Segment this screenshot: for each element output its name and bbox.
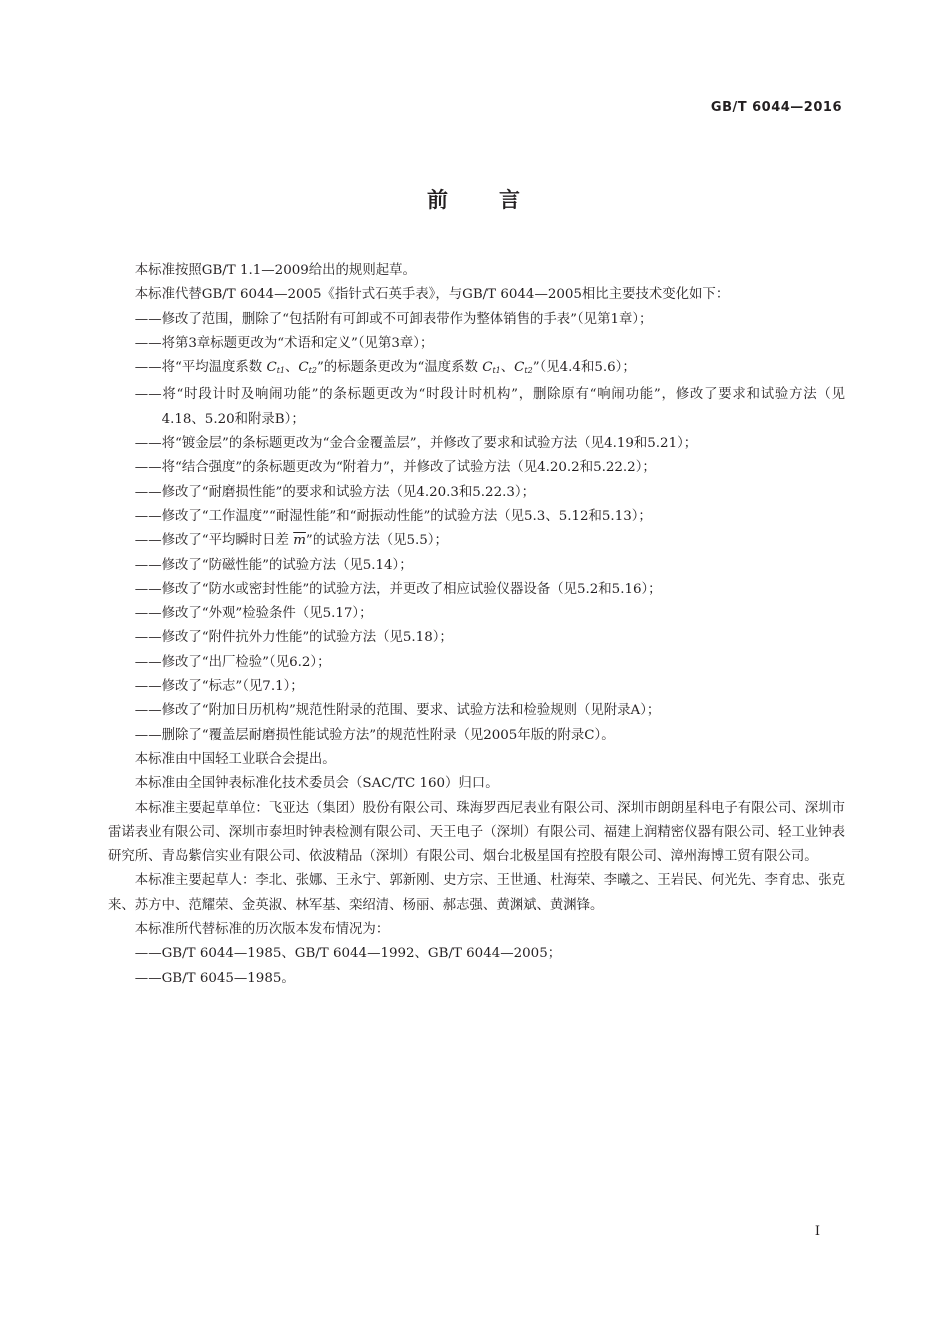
paragraph-administered-by: 本标准由全国钟表标准化技术委员会（SAC/TC 160）归口。 xyxy=(134,776,499,792)
change-item-deleted-annex: ——删除了“覆盖层耐磨损性能试验方法”的规范性附录（见2005年版的附录C）。 xyxy=(134,727,615,743)
foreword-body xyxy=(108,259,845,991)
paragraph-proposed-by: 本标准由中国轻工业联合会提出。 xyxy=(134,751,336,767)
change-item-timing-mechanism: ——将“时段计时及响闹功能”的条标题更改为“时段计时机构”，删除原有“响闹功能”，修改了要求和试验方法（见4.18、5.20和附录B）； xyxy=(134,387,845,427)
change-item-environment-tests: ——修改了“工作温度”“耐湿性能”和“耐振动性能”的试验方法（见5.3、5.12和5.13）； xyxy=(134,508,652,524)
paragraph-history: 本标准所代替标准的历次版本发布情况为： xyxy=(134,922,390,938)
change-item-calendar-annex: ——修改了“附加日历机构”规范性附录的范围、要求、试验方法和检验规则（见附录A）； xyxy=(134,703,661,719)
standard-code: GB/T 6044—2016 xyxy=(710,100,842,115)
change-item-scope: ——修改了范围，删除了“包括附有可卸或不可卸表带作为整体销售的手表”（见第1章）； xyxy=(134,311,653,327)
paragraph-replaces: 本标准代替GB/T 6044—2005《指针式石英手表》，与GB/T 6044—2005相比主要技术变化如下： xyxy=(134,287,730,303)
change-item-gold-layer: ——将“镀金层”的条标题更改为“金合金覆盖层”，并修改了要求和试验方法（见4.19和5.21）； xyxy=(134,436,698,452)
change-item-mean-daily-rate: ——修改了“平均瞬时日差 $\overline{m}$”的试验方法（见5.5）； xyxy=(134,533,448,549)
change-item-adhesion: ——将“结合强度”的条标题更改为“附着力”，并修改了试验方法（见4.20.2和5.22.2）； xyxy=(134,460,656,476)
change-item-water-resistance: ——修改了“防水或密封性能”的试验方法，并更改了相应试验仪器设备（见5.2和5.16）； xyxy=(134,581,662,597)
change-item-temperature-coefficient: ——将“平均温度系数 $C_{t1}$、$C_{t2}$”的标题条更改为“温度系数 $C_{t1}$、$C_{t2}$”（见4.4和5.6）； xyxy=(134,360,636,376)
change-item-magnetic: ——修改了“防磁性能”的试验方法（见5.14）； xyxy=(134,557,413,573)
paragraph-drafting-rules: 本标准按照GB/T 1.1—2009给出的规则起草。 xyxy=(134,263,416,278)
change-item-appearance: ——修改了“外观”检验条件（见5.17）； xyxy=(134,606,373,622)
change-item-wear-resistance: ——修改了“耐磨损性能”的要求和试验方法（见4.20.3和5.22.3）； xyxy=(134,484,535,500)
change-item-marking: ——修改了“标志”（见7.1）； xyxy=(134,679,304,695)
paragraph-drafters: 本标准主要起草人：李北、张娜、王永宁、郭新刚、史方宗、王世通、杜海荣、李曦之、王岩民、何光先、李育忠、张克来、苏方中、范耀荣、金英淑、林军基、栾绍清、杨丽、郝志强、黄渊斌、黄渊锋。 xyxy=(108,873,845,913)
change-item-factory-inspection: ——修改了“出厂检验”（见6.2）； xyxy=(134,654,331,670)
history-item-6044: ——GB/T 6044—1985、GB/T 6044—1992、GB/T 6044—2005； xyxy=(134,946,562,962)
change-item-chapter3: ——将第3章标题更改为“术语和定义”（见第3章）； xyxy=(134,335,434,351)
title-char-right: 言 xyxy=(499,188,523,212)
page-number: I xyxy=(814,1224,820,1239)
page-title xyxy=(0,184,950,214)
paragraph-drafting-units: 本标准主要起草单位：飞亚达（集团）股份有限公司、珠海罗西尼表业有限公司、深圳市朗朗星科电子有限公司、深圳市雷诺表业有限公司、深圳市泰坦时钟表检测有限公司、天王电子（深圳）有限公司、福建上润精密仪器有限公司、轻工业钟表研究所、青岛紫信实业有限公司、依波精品（深圳）有限公司、烟台北极星国有控股有限公司、漳州海博工贸有限公司。 xyxy=(108,800,845,865)
title-char-left: 前 xyxy=(427,188,451,212)
change-item-accessories: ——修改了“附件抗外力性能”的试验方法（见5.18）； xyxy=(134,630,453,646)
history-item-6045: ——GB/T 6045—1985。 xyxy=(134,970,295,986)
